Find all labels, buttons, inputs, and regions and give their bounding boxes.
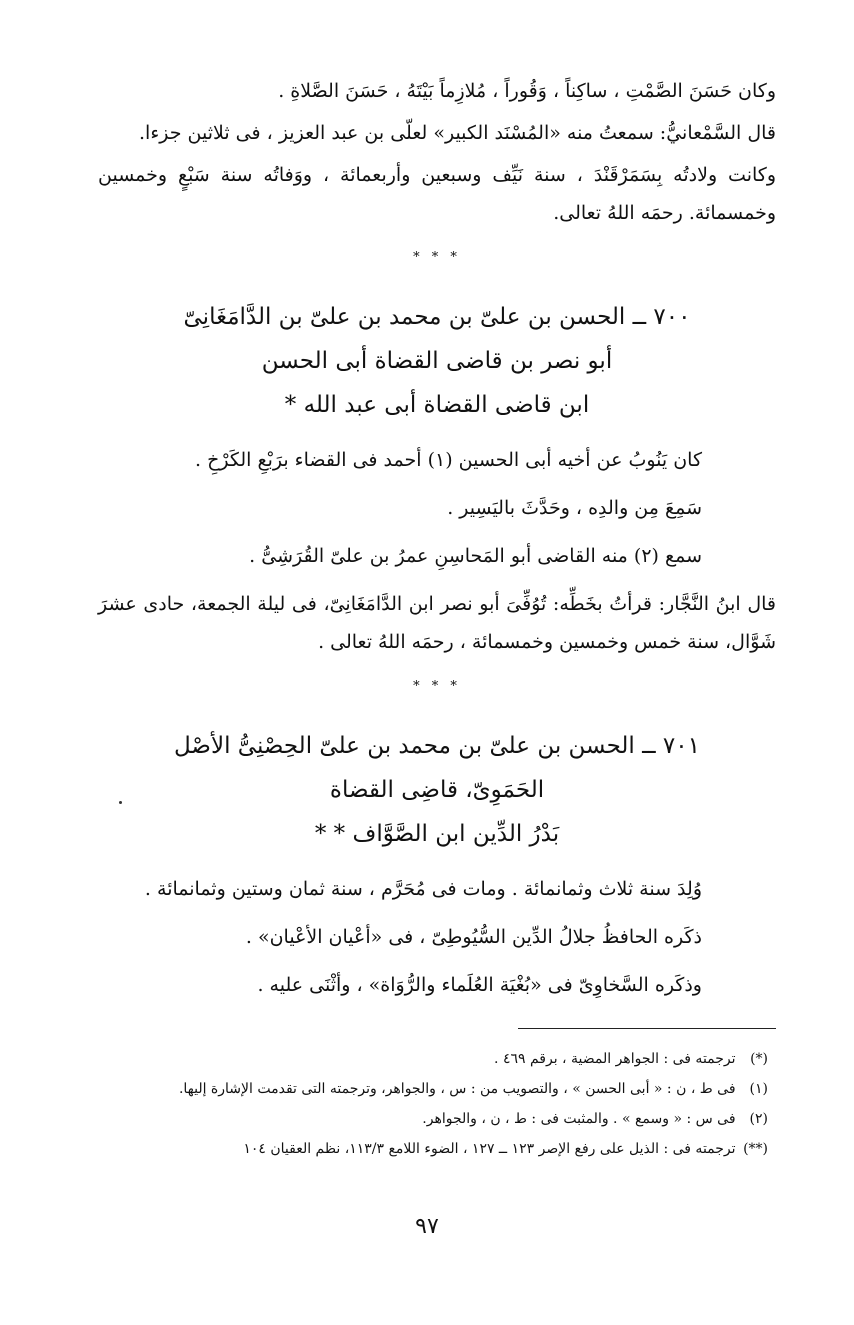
paragraph-samani: قال السَّمْعانيُّ: سمعتُ منه «المُسْنَد الكبير» لعلّى بن عبد العزيز ، فى ثلاثين جزءا. bbox=[139, 122, 776, 144]
stray-dot bbox=[119, 801, 122, 804]
entry-701 bbox=[98, 724, 776, 1004]
entry-700-heading bbox=[98, 295, 776, 427]
paragraph-conduct: وكان حَسَنَ الصَّمْتِ ، ساكِناً ، وَقُوراً ، مُلازِماً بَيْتَهُ ، حَسَنَ الصَّلاةِ . bbox=[278, 80, 776, 102]
entry-700-heading-line-1: ٧٠٠ ــ الحسن بن علىّ بن محمد بن علىّ بن الدَّامَغَانِىّ bbox=[183, 304, 691, 330]
entry-701-heading-line-2: الحَمَوِىّ، قاضِى القضاة bbox=[329, 777, 545, 803]
entry-700-heading-line-2: أبو نصر بن قاضى القضاة أبى الحسن bbox=[261, 348, 613, 374]
entry-700-students: سمع (٢) منه القاضى أبو المَحاسِنِ عمرُ بن علىّ القُرَشِىُّ . bbox=[249, 545, 702, 567]
footnote-marker: (١) bbox=[749, 1081, 768, 1097]
footnote-text: ترجمته فى : الذيل على رفع الإصر ١٢٣ ــ ١٢٧ ، الضوء اللامع ١١٣/٣، نظم العقيان ١٠٤ bbox=[243, 1141, 736, 1157]
footnote bbox=[98, 1107, 776, 1132]
footnote-text: ترجمته فى : الجواهر المضية ، برقم ٤٦٩ . bbox=[494, 1051, 736, 1067]
footnotes bbox=[98, 1047, 776, 1162]
entry-700 bbox=[98, 295, 776, 661]
paragraph-birth-death: وكانت ولادتُه بِسَمَرْقَنْدَ ، سنة نَيِّف وسبعين وأربعمائة ، ووَفاتُه سنة سَبْعٍ وخمسين وخمسمائة. رحمَه اللهُ تعالى. bbox=[98, 164, 776, 224]
footnote bbox=[98, 1047, 776, 1072]
entry-700-death: قال ابنُ النَّجَّار: قرأتُ بخَطِّه: تُوُفِّىَ أبو نصر ابن الدَّامَغَانِىّ، فى ليلة الجمعة، حادى عشرَ شَوَّال، سنة خمس وخمسين وخمسمائة ، رحمَه اللهُ تعالى . bbox=[98, 593, 776, 653]
section-separator: * * * bbox=[413, 250, 461, 265]
page-number: ٩٧ bbox=[415, 1214, 439, 1239]
entry-701-heading-line-3: بَدْرُ الدِّين ابن الصَّوَّاف * * bbox=[314, 821, 560, 847]
entry-701-sakhawi: وذكَره السَّخاوِىّ فى «بُغْيَة العُلَماء والرُّوَاة» ، وأثْنَى عليه . bbox=[257, 974, 702, 996]
section-separator: * * * bbox=[413, 679, 461, 694]
footnote bbox=[98, 1077, 776, 1102]
entry-701-birth: وُلِدَ سنة ثلاث وثمانمائة . ومات فى مُحَرَّم ، سنة ثمان وستين وثمانمائة . bbox=[144, 878, 702, 900]
footnote-marker: (**) bbox=[743, 1141, 768, 1157]
footnote-text: فى س : « وسمع » . والمثبت فى : ط ، ن ، والجواهر. bbox=[422, 1111, 736, 1127]
entry-700-heard: سَمِعَ مِن والدِه ، وحَدَّثَ باليَسِير . bbox=[447, 497, 702, 519]
entry-701-heading bbox=[98, 724, 776, 856]
footnote bbox=[98, 1137, 776, 1162]
footnote-text: فى ط ، ن : « أبى الحسن » ، والتصويب من : س ، والجواهر، وترجمته التى تقدمت الإشارة إليها. bbox=[178, 1081, 736, 1097]
entry-700-deputy: كان يَنُوبُ عن أخيه أبى الحسين (١) أحمد فى القضاء برَبْعِ الكَرْخِ . bbox=[195, 449, 702, 471]
footnote-divider bbox=[518, 1028, 776, 1029]
footnote-marker: (*) bbox=[750, 1051, 768, 1067]
footnote-marker: (٢) bbox=[749, 1111, 768, 1127]
entry-701-suyuti: ذكَره الحافظُ جلالُ الدِّين السُّيُوطِىّ ، فى «أعْيان الأعْيان» . bbox=[245, 926, 702, 948]
entry-700-heading-line-3: ابن قاضى القضاة أبى عبد الله * bbox=[284, 392, 590, 418]
entry-701-heading-line-1: ٧٠١ ــ الحسن بن علىّ بن محمد بن علىّ الحِصْنِىُّ الأصْل bbox=[174, 733, 700, 759]
